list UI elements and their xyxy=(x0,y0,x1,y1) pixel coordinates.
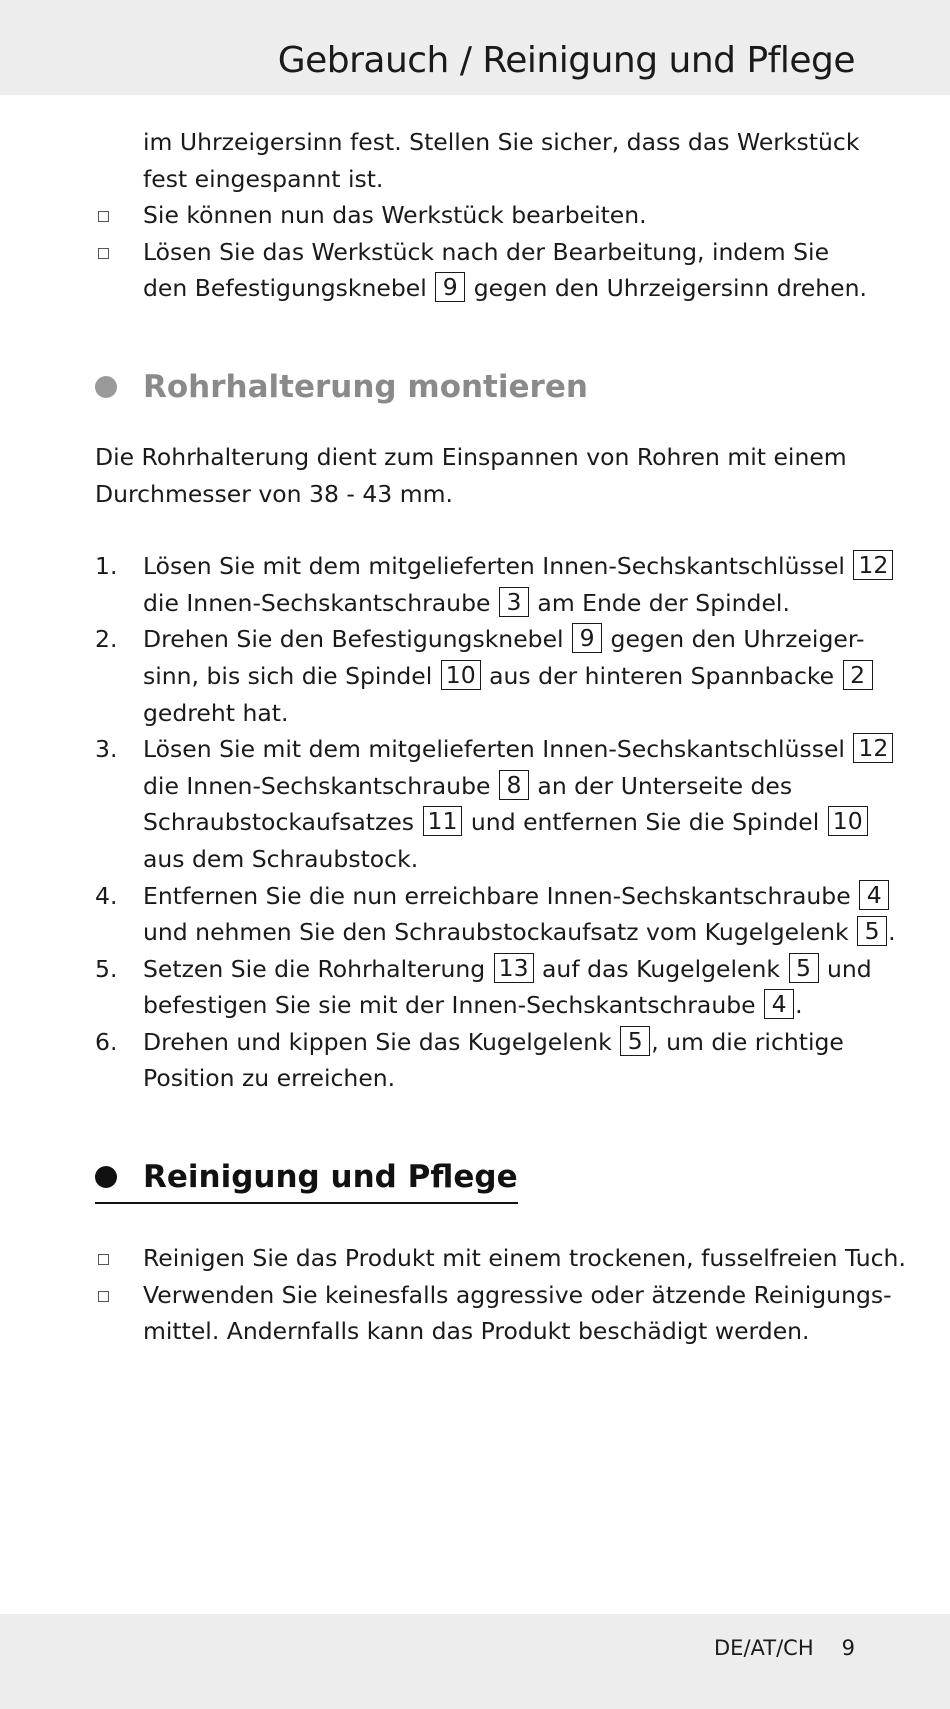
list-item: 5. Setzen Sie die Rohrhalterung 13 auf das Kugelgelenk 5 und befestigen Sie sie mit der Innen-Sechskantschraube 4 . xyxy=(95,951,865,1024)
list-item: 6. Drehen und kippen Sie das Kugelgelenk 5 , um die richtige Position zu erreichen. xyxy=(95,1024,865,1097)
part-reference: 5 xyxy=(789,953,819,983)
list-number: 5. xyxy=(95,954,118,983)
part-reference: 10 xyxy=(441,660,481,690)
part-reference: 5 xyxy=(857,916,887,946)
bullet-dot-icon xyxy=(95,376,117,398)
footer-region: DE/AT/CH xyxy=(714,1636,814,1660)
bullet-text: Lösen Sie das Werkstück nach der Bearbeitung, indem Sie xyxy=(143,237,830,266)
section-heading: Rohrhalterung montieren xyxy=(95,365,865,409)
section-heading-underlined xyxy=(95,1155,518,1204)
part-reference: 12 xyxy=(853,733,893,763)
part-reference: 13 xyxy=(494,953,534,983)
list-number: 2. xyxy=(95,625,118,654)
bullet-item xyxy=(95,197,865,234)
bullet-list xyxy=(95,1240,906,1350)
list-item: 1. Lösen Sie mit dem mitgelieferten Innen-Sechskantschlüssel 12 die Innen-Sechskantschraube 3 am Ende der Spindel. xyxy=(95,548,865,621)
page-footer xyxy=(714,1636,855,1660)
part-reference: 9 xyxy=(572,623,602,653)
list-item: 3. Lösen Sie mit dem mitgelieferten Innen-Sechskantschlüssel 12 die Innen-Sechskantschraube 8 an der Unterseite des Schraubstockaufsatzes 11 und entfernen Sie die Spindel 10 aus dem Schraubstock. xyxy=(95,731,865,877)
square-bullet-icon xyxy=(98,211,109,222)
bullet-dot-icon xyxy=(95,1166,117,1188)
part-reference: 5 xyxy=(620,1026,650,1056)
list-item: 2. Drehen Sie den Befestigungsknebel 9 gegen den Uhrzeiger- sinn, bis sich die Spindel 10 aus der hinteren Spannbacke 2 gedreht hat. xyxy=(95,621,865,731)
page-content xyxy=(95,124,906,1350)
section-heading: Reinigung und Pflege xyxy=(95,1155,518,1199)
square-bullet-icon xyxy=(98,1291,109,1302)
page-number: 9 xyxy=(841,1636,855,1660)
bullet-item: Reinigen Sie das Produkt mit einem trockenen, fusselfreien Tuch. xyxy=(95,1240,865,1277)
list-item: 4. Entfernen Sie die nun erreichbare Innen-Sechskantschraube 4 und nehmen Sie den Schraubstockaufsatz vom Kugelgelenk 5 . xyxy=(95,878,865,951)
list-number: 3. xyxy=(95,735,118,764)
bullet-item xyxy=(95,234,865,307)
paragraph: Die Rohrhalterung dient zum Einspannen von Rohren mit einem Durchmesser von 38 - 43 mm. xyxy=(95,442,847,508)
bullet-text: Sie können nun das Werkstück bearbeiten. xyxy=(143,201,647,230)
part-reference: 4 xyxy=(764,989,794,1019)
list-number: 6. xyxy=(95,1027,118,1056)
numbered-list xyxy=(95,548,896,1097)
part-reference: 9 xyxy=(435,272,465,302)
square-bullet-icon xyxy=(98,1254,109,1265)
page-header-title: Gebrauch / Reinigung und Pflege xyxy=(277,40,855,81)
part-reference: 2 xyxy=(843,660,873,690)
part-reference: 12 xyxy=(853,550,893,580)
bullet-item: Verwenden Sie keinesfalls aggressive oder ätzende Reinigungs- mittel. Andernfalls kann das Produkt beschädigt werden. xyxy=(95,1277,865,1350)
list-number: 1. xyxy=(95,552,118,581)
part-reference: 10 xyxy=(828,806,868,836)
list-number: 4. xyxy=(95,881,118,910)
continued-text-line: im Uhrzeigersinn fest. Stellen Sie sicher, dass das Werkstück xyxy=(143,128,860,156)
footer-band xyxy=(0,1614,950,1709)
bullet-text: den Befestigungsknebel 9 gegen den Uhrzeigersinn drehen. xyxy=(143,273,867,303)
continued-text-line: fest eingespannt ist. xyxy=(143,164,384,193)
square-bullet-icon xyxy=(98,248,109,259)
part-reference: 3 xyxy=(499,587,529,617)
part-reference: 11 xyxy=(423,806,463,836)
part-reference: 4 xyxy=(859,880,889,910)
part-reference: 8 xyxy=(499,770,529,800)
